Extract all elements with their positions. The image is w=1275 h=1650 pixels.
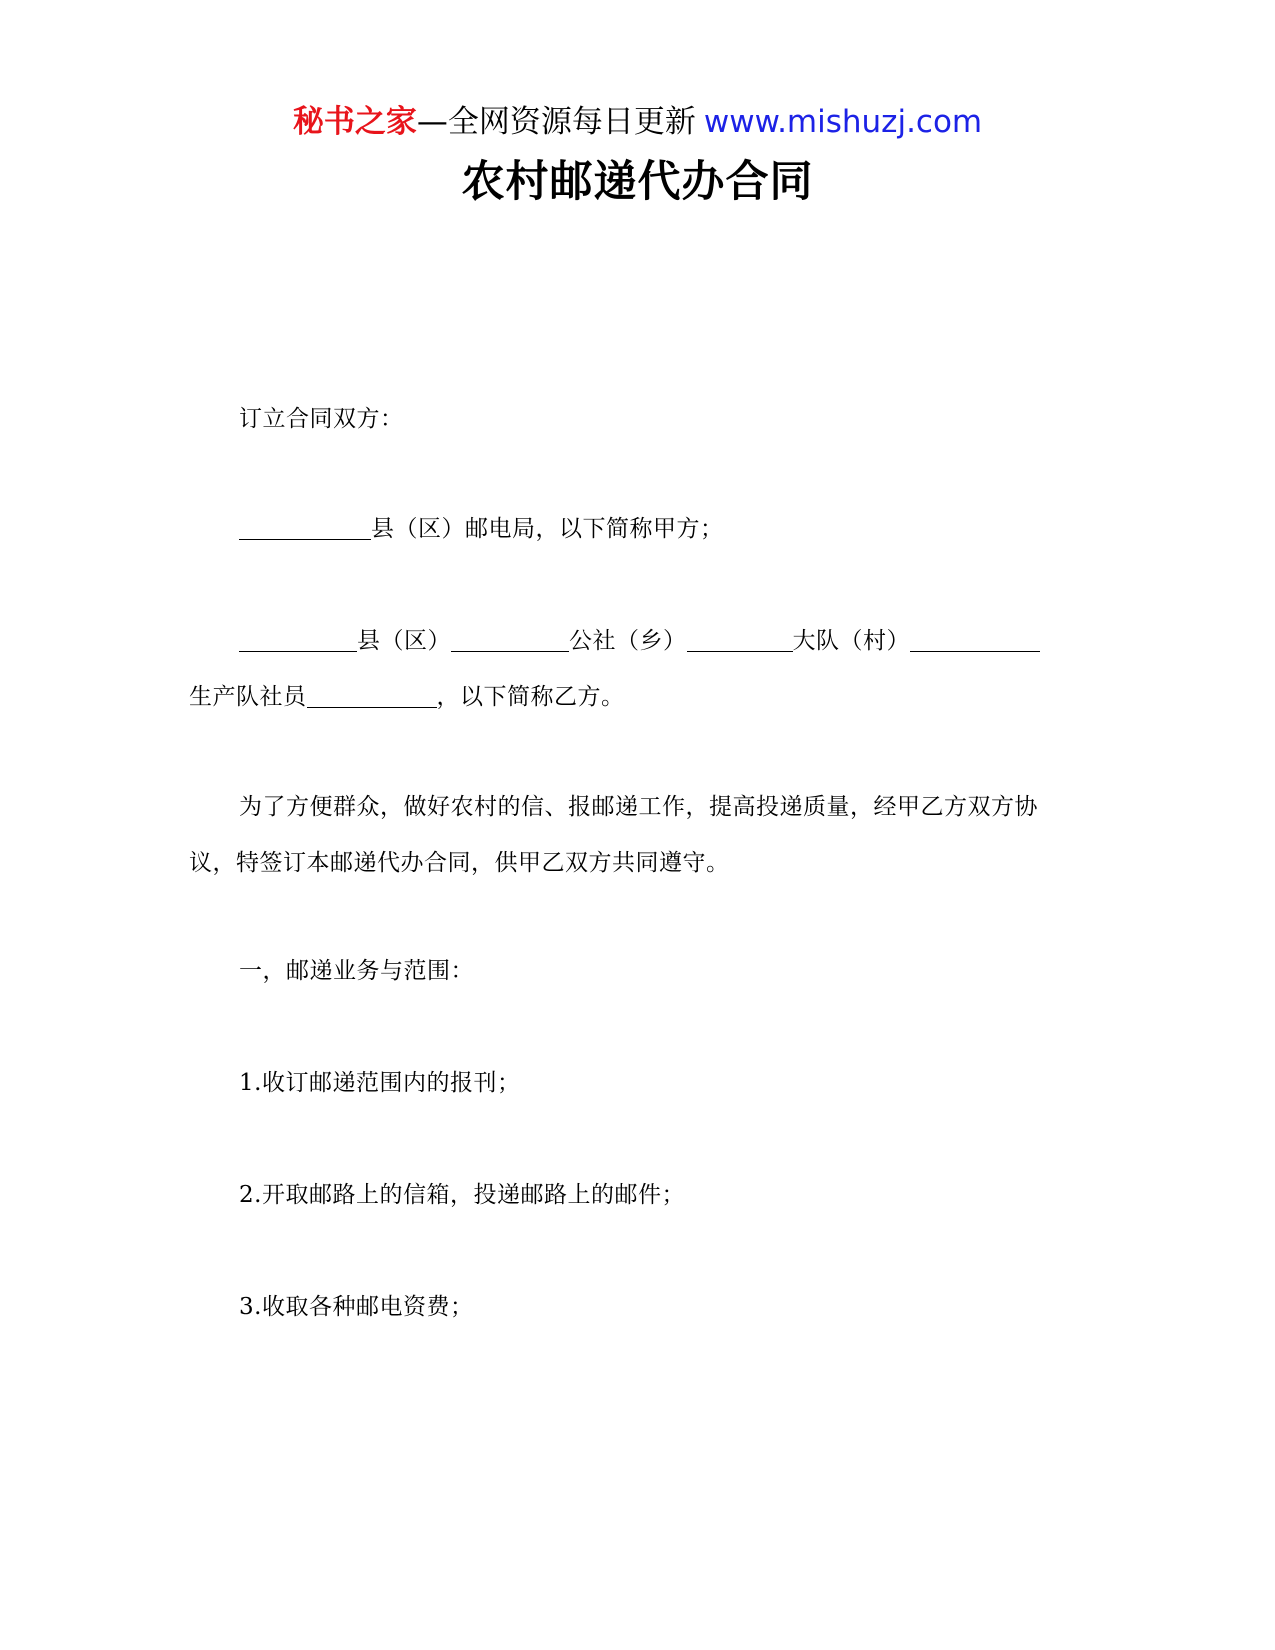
party-b-suffix: ，以下简称乙方。 — [436, 684, 625, 710]
brigade-blank — [687, 625, 793, 652]
website-link[interactable]: www.mishuzj.com — [703, 104, 983, 140]
brand-name: 秘书之家 — [292, 104, 417, 140]
party-b-brigade-label: 大队（村） — [792, 628, 910, 654]
member-name-blank — [307, 681, 437, 708]
list-item-1: 1.收订邮递范围内的报刊； — [239, 1070, 521, 1096]
party-b-team-label: 生产队社员 — [189, 684, 307, 710]
party-a-blank — [239, 513, 371, 540]
party-b-commune-label: 公社（乡） — [569, 628, 687, 654]
party-b-county-label: 县（区） — [357, 628, 451, 654]
commune-blank — [451, 625, 569, 652]
purpose-paragraph-line-1: 为了方便群众，做好农村的信、报邮递工作，提高投递质量，经甲乙方双方协 — [239, 794, 1038, 820]
party-a-line — [189, 500, 1139, 558]
purpose-paragraph-line-2: 议，特签订本邮递代办合同，供甲乙双方共同遵守。 — [189, 850, 730, 876]
list-item-2: 2.开取邮路上的信箱，投递邮路上的邮件； — [239, 1182, 685, 1208]
team-blank — [910, 625, 1040, 652]
county-blank — [239, 625, 357, 652]
section-1-heading: 一，邮递业务与范围： — [239, 958, 474, 984]
document-title: 农村邮递代办合同 — [461, 157, 814, 207]
list-item-3: 3.收取各种邮电资费； — [239, 1294, 474, 1320]
banner-tagline: —全网资源每日更新 — [416, 104, 696, 140]
party-b-line-1 — [189, 612, 1139, 670]
parties-heading: 订立合同双方： — [239, 406, 404, 432]
party-a-text: 县（区）邮电局，以下简称甲方； — [371, 516, 724, 542]
site-banner — [0, 100, 1275, 144]
party-b-line-2 — [189, 668, 1089, 726]
